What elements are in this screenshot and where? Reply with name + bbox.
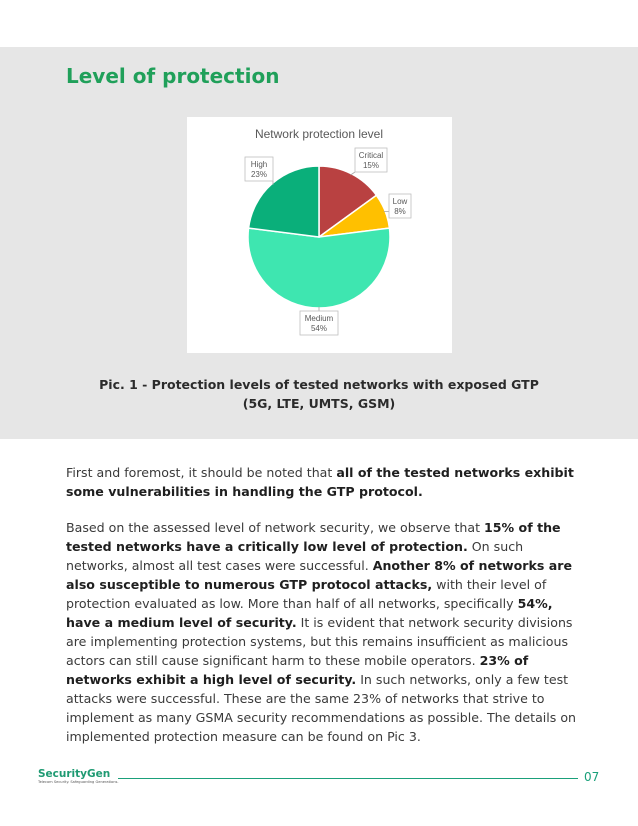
data-label-category: High — [250, 160, 268, 169]
bold-run: 23% of networks exhibit a high level of security. — [66, 653, 529, 687]
data-label-category: Low — [392, 197, 408, 206]
pie-slice-medium — [248, 228, 390, 308]
paragraph-2 — [66, 518, 578, 746]
securitygen-logo — [38, 768, 119, 785]
bold-run: all of the tested networks exhibit some vulnerabilities in handling the GTP protocol. — [66, 465, 574, 499]
paragraph-1 — [66, 463, 578, 501]
text-run: In such networks, only a few test attacks were successful. These are the same 23% of networks that strive to implement as many GSMA security recommendations as possible. The details on implemented protection measure can be found on Pic 3. — [66, 672, 577, 744]
bold-run: 15% of the tested networks have a critically low level of protection. — [66, 520, 561, 554]
data-label-value: 8% — [394, 207, 406, 216]
text-run: It is evident that network security divisions are implementing protection systems, but this remains insufficient as malicious actors can still cause significant harm to these mobile operators. — [66, 615, 573, 668]
data-label-category: Critical — [358, 151, 384, 160]
text-run: with their level of protection evaluated as low. More than half of all networks, specifically — [66, 577, 547, 611]
data-label-value: 23% — [250, 170, 268, 179]
text-run: On such networks, almost all test cases were successful. — [66, 539, 524, 573]
figure-caption — [60, 375, 578, 413]
data-label-value: 15% — [362, 161, 380, 170]
footer-divider — [118, 778, 578, 779]
text-run: Based on the assessed level of network security, we observe that — [66, 520, 485, 535]
bold-run: 54%, have a medium level of security. — [66, 596, 553, 630]
data-label-value: 54% — [310, 324, 328, 333]
logo-name: SecurityGen — [38, 768, 111, 780]
page-number: 07 — [584, 770, 600, 784]
logo-tagline: Telecom Security. Safeguarding Generations. — [38, 780, 119, 784]
chart-title: Network protection level — [254, 127, 384, 141]
pie-chart — [187, 117, 452, 353]
bold-run: Another 8% of networks are also susceptible to numerous GTP protocol attacks, — [66, 558, 573, 592]
caption-line-1: Pic. 1 - Protection levels of tested networks with exposed GTP — [99, 377, 539, 392]
pie-chart-box — [187, 117, 452, 353]
text-run: First and foremost, it should be noted that — [66, 465, 337, 480]
data-label-category: Medium — [304, 314, 334, 323]
body-text — [66, 463, 578, 763]
caption-line-2: (5G, LTE, UMTS, GSM) — [242, 396, 396, 411]
section-heading: Level of protection — [66, 64, 280, 88]
